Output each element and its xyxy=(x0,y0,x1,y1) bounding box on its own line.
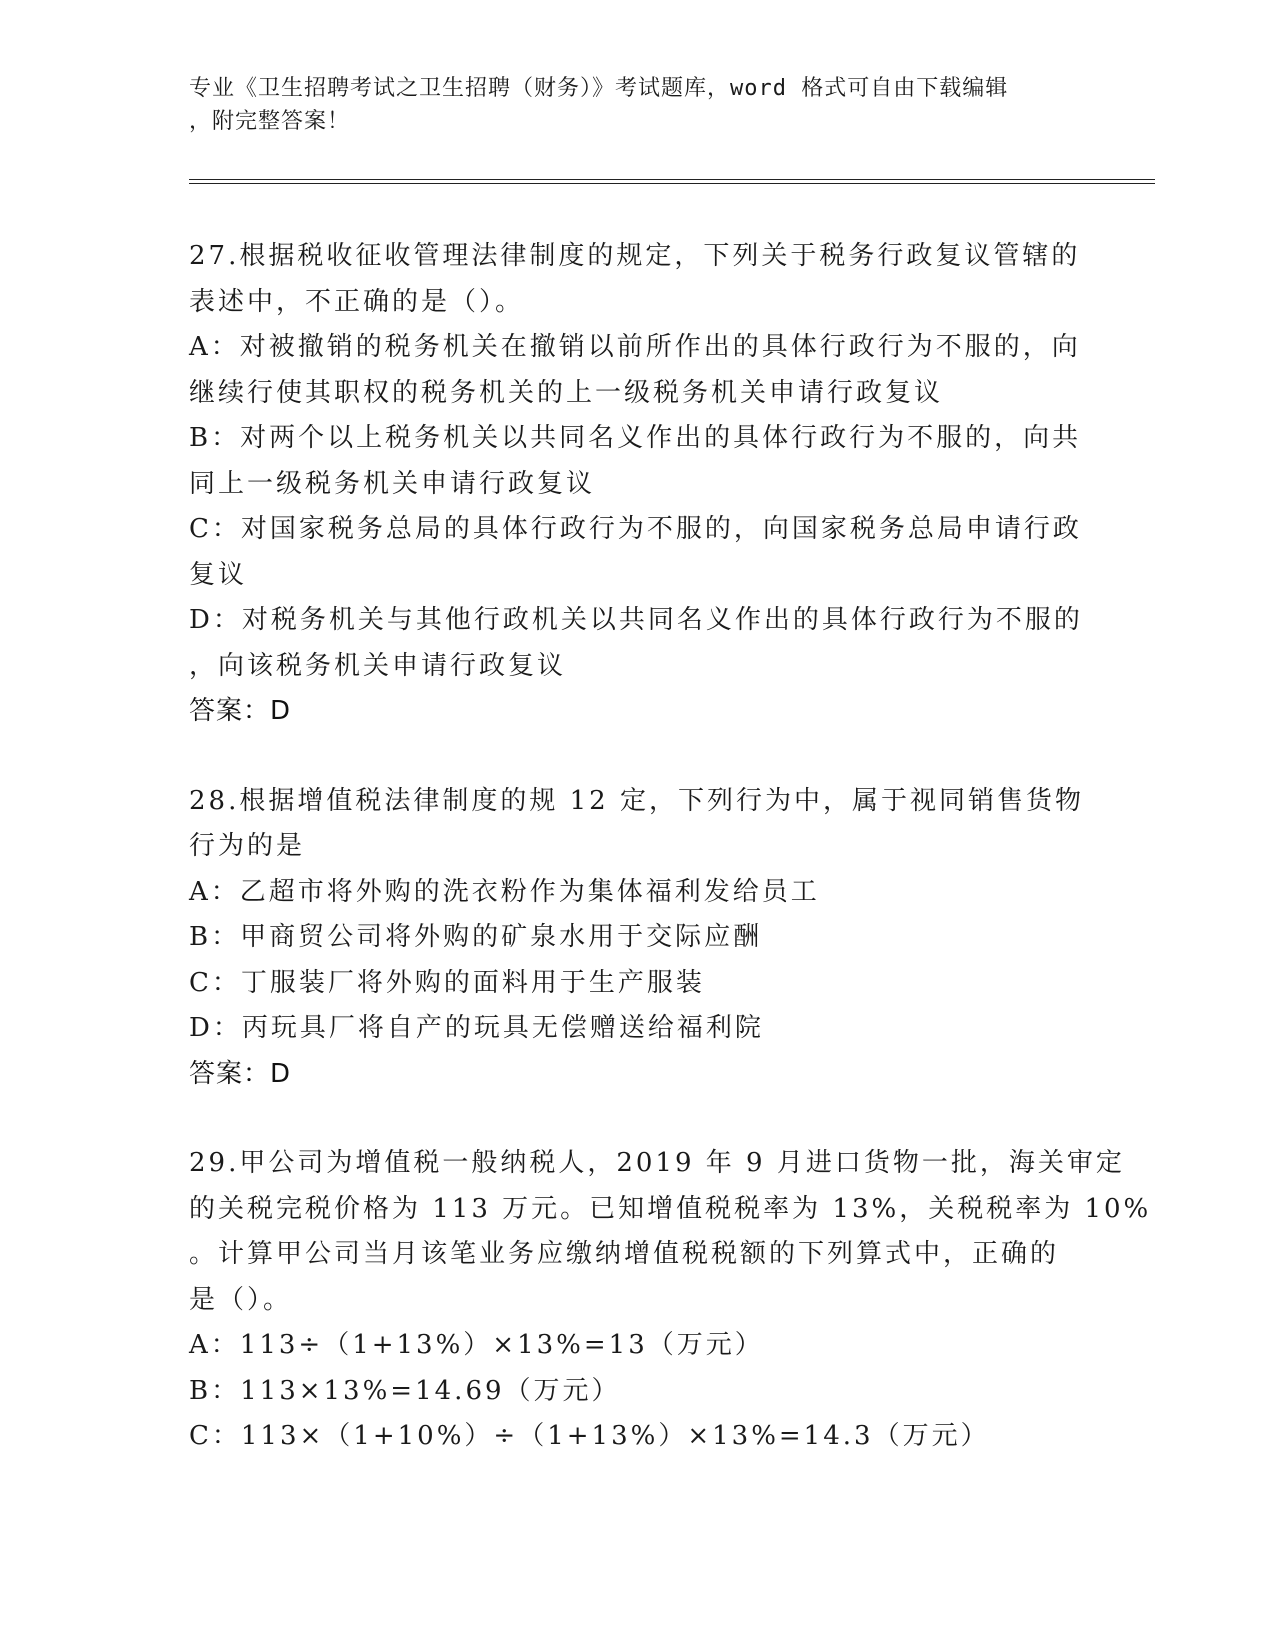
answer-value: D xyxy=(270,1058,291,1089)
answer-label: 答案： xyxy=(189,696,271,726)
question-27 xyxy=(189,234,1089,735)
question-text: 28.根据增值税法律制度的规 12 定，下列行为中，属于视同销售货物 xyxy=(189,785,1084,816)
question-text: 表述中，不正确的是（）。 xyxy=(189,286,525,317)
option-c: C：对国家税务总局的具体行政行为不服的，向国家税务总局申请行政 xyxy=(189,514,1082,544)
question-list xyxy=(189,234,1152,1504)
answer-line xyxy=(189,1052,1089,1098)
question-text: 是（）。 xyxy=(189,1284,293,1315)
question-text: 行为的是 xyxy=(189,831,306,861)
option-d: D：丙玩具厂将自产的玩具无偿赠送给福利院 xyxy=(189,1013,764,1043)
option-a: A：对被撤销的税务机关在撤销以前所作出的具体行政行为不服的，向 xyxy=(189,332,1081,362)
header-line-1: 专业《卫生招聘考试之卫生招聘（财务）》考试题库，word 格式可自由下载编辑 xyxy=(189,76,1009,101)
answer-line xyxy=(189,689,1089,735)
option-c-continued: 复议 xyxy=(189,559,248,590)
option-b: B：113×13%=14.69（万元） xyxy=(189,1375,621,1406)
option-b: B：对两个以上税务机关以共同名义作出的具体行政行为不服的，向共 xyxy=(189,423,1082,453)
option-b-continued: 同上一级税务机关申请行政复议 xyxy=(189,468,596,499)
document-header xyxy=(189,72,1069,138)
option-d: D：对税务机关与其他行政机关以共同名义作出的具体行政行为不服的 xyxy=(189,605,1083,635)
header-divider-bottom xyxy=(189,183,1155,184)
question-28 xyxy=(189,779,1089,1098)
header-divider-top xyxy=(189,179,1155,180)
option-a: A：113÷（1+13%）×13%=13（万元） xyxy=(189,1330,764,1360)
option-b: B：甲商贸公司将外购的矿泉水用于交际应酬 xyxy=(189,922,763,952)
option-a: A：乙超市将外购的洗衣粉作为集体福利发给员工 xyxy=(189,876,820,907)
option-a-continued: 继续行使其职权的税务机关的上一级税务机关申请行政复议 xyxy=(189,377,944,408)
option-d-continued: ，向该税务机关申请行政复议 xyxy=(189,650,567,681)
option-c: C：113×（1+10%）÷（1+13%）×13%=14.3（万元） xyxy=(189,1421,990,1451)
question-text: 。计算甲公司当月该笔业务应缴纳增值税税额的下列算式中，正确的 xyxy=(189,1239,1060,1269)
question-29 xyxy=(189,1141,1152,1460)
answer-value: D xyxy=(270,696,291,726)
question-text: 29.甲公司为增值税一般纳税人，2019 年 9 月进口货物一批，海关审定 xyxy=(189,1148,1125,1178)
header-line-2: ，附完整答案！ xyxy=(189,109,351,134)
question-text: 的关税完税价格为 113 万元。已知增值税税率为 13%，关税税率为 10% xyxy=(189,1193,1152,1224)
question-text: 27.根据税收征收管理法律制度的规定，下列关于税务行政复议管辖的 xyxy=(189,241,1081,271)
option-c: C：丁服装厂将外购的面料用于生产服装 xyxy=(189,967,705,998)
answer-label: 答案： xyxy=(189,1058,271,1089)
